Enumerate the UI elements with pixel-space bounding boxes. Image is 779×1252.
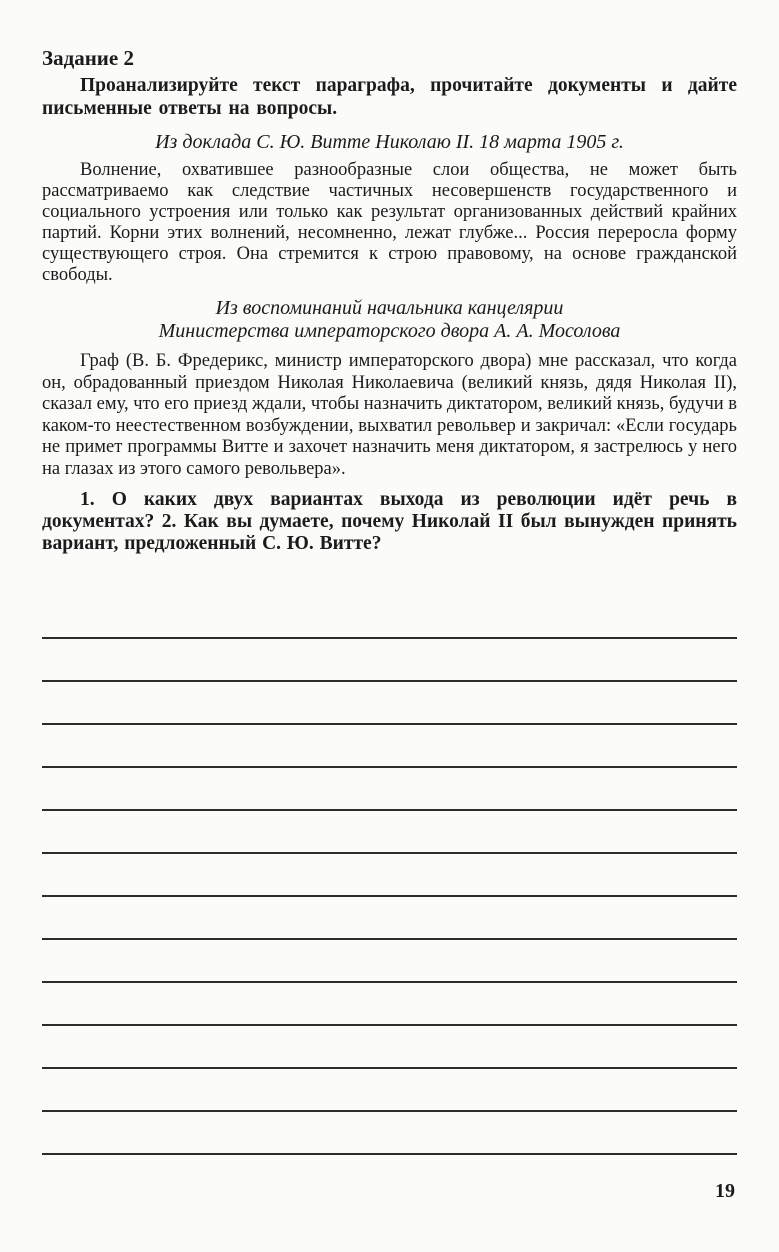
answer-lines <box>42 612 737 1155</box>
document-1-heading-line: Из доклада С. Ю. Витте Николаю II. 18 марта 1905 г. <box>155 131 624 153</box>
answer-line <box>42 897 737 940</box>
answer-line <box>42 940 737 983</box>
answer-line <box>42 811 737 854</box>
document-2-heading-line-1: Из воспоминаний начальника канцелярии <box>215 297 564 319</box>
document-2-text: Граф (В. Б. Фредерикс, министр императорского двора) мне рассказал, что когда он, обрадованный приездом Николая Николаевича (великий князь, дядя Николая II), сказал ему, что его приезд ждали, чтобы назначить диктатором, великий князь, будучи в каком-то неестественном возбуждении, выхватил револьвер и закричал: «Если государь не примет программы Витте и захочет назначить меня диктатором, я застрелюсь у него на глазах из этого самого револьвера». <box>42 351 738 479</box>
answer-line <box>42 612 737 639</box>
document-1-heading <box>42 131 737 154</box>
answer-line <box>42 983 737 1026</box>
questions-text: 1. О каких двух вариантах выхода из революции идёт речь в документах? 2. Как вы думаете, почему Николай II был вынужден принять вариант, предложенный С. Ю. Витте? <box>42 489 737 554</box>
answer-line <box>42 725 737 768</box>
answer-line <box>42 1112 737 1155</box>
task-instruction: Проанализируйте текст параграфа, прочитайте документы и дайте письменные ответы на вопросы. <box>42 75 737 119</box>
answer-line <box>42 768 737 811</box>
answer-line <box>42 682 737 725</box>
document-1-text: Волнение, охватившее разнообразные слои общества, не может быть рассматриваемо как следствие частичных несовершенств государственного и социального устроения или только как результат организованных действий крайних партий. Корни этих волнений, несомненно, лежат глубже... Россия переросла форму существующего строя. Она стремится к строю правовому, на основе гражданской свободы. <box>42 160 737 285</box>
page-number: 19 <box>715 1180 735 1202</box>
document-2-heading-line-2: Министерства императорского двора А. А. Мосолова <box>158 320 621 342</box>
document-2-heading <box>42 297 737 343</box>
answer-line <box>42 1026 737 1069</box>
task-title: Задание 2 <box>42 46 134 70</box>
answer-line <box>42 854 737 897</box>
answer-line <box>42 639 737 682</box>
answer-line <box>42 1069 737 1112</box>
